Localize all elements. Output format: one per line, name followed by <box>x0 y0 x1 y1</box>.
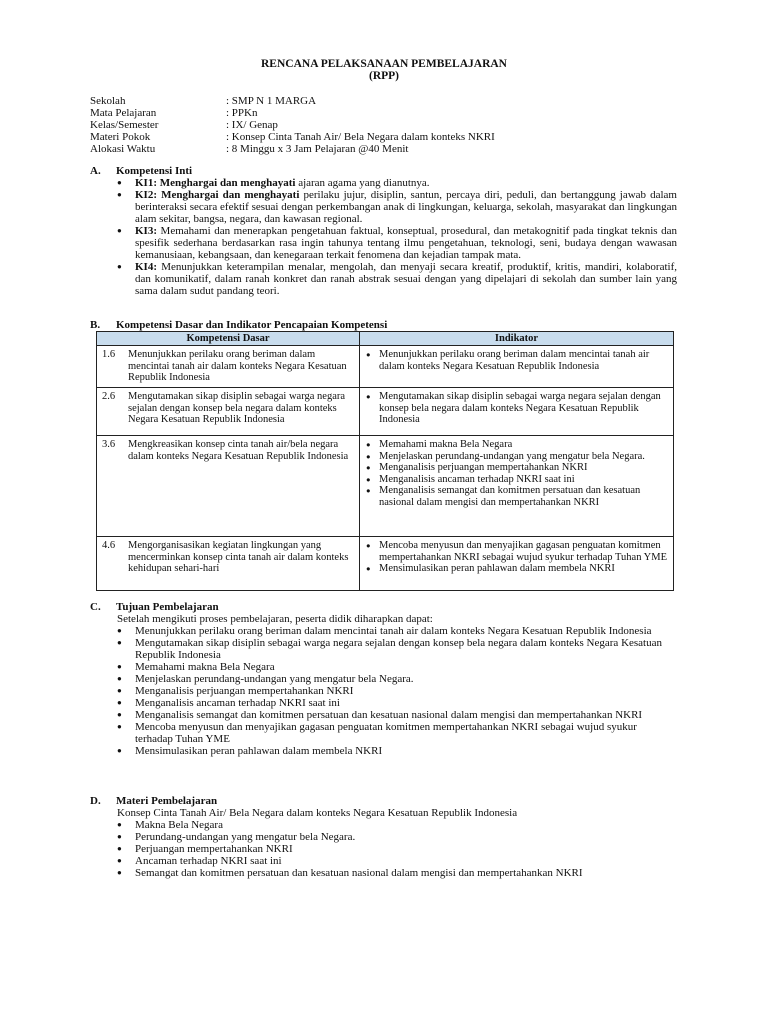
ki-label: KI4: <box>135 261 157 273</box>
section-c-heading <box>90 601 219 613</box>
identity-block <box>90 95 495 155</box>
list-item: ● Makna Bela Negara <box>117 819 672 831</box>
section-letter: A. <box>90 165 101 177</box>
kd-number: 2.6 <box>102 391 116 402</box>
section-letter: D. <box>90 795 101 807</box>
kd-cell <box>97 388 360 436</box>
list-item: ● Menunjukkan perilaku orang beriman dalam mencintai tanah air dalam konteks Negara Kesatuan Republik Indonesia <box>117 625 672 637</box>
list-item: ● Mencoba menyusun dan menyajikan gagasan penguatan komitmen mempertahankan NKRI sebagai wujud syukur terhadap Tuhan YME <box>117 721 672 745</box>
list-item: ● Semangat dan komitmen persatuan dan kesatuan nasional dalam mengisi dan mempertahankan NKRI <box>117 867 672 879</box>
identity-row <box>90 143 495 155</box>
table-row <box>97 537 674 591</box>
table-row <box>97 346 674 388</box>
identity-value: : PPKn <box>226 107 258 119</box>
identity-label: Alokasi Waktu <box>90 143 156 155</box>
section-letter: B. <box>90 319 101 331</box>
doc-title: RENCANA PELAKSANAAN PEMBELAJARAN <box>261 58 507 70</box>
kd-text: Mengorganisasikan kegiatan lingkungan yang mencerminkan konsep cinta tanah air dalam konteks kehidupan sehari-hari <box>128 540 349 574</box>
list-item: ● Menganalisis ancaman terhadap NKRI saat ini <box>117 697 672 709</box>
materi-list <box>117 819 672 879</box>
table-row <box>97 388 674 436</box>
section-a-heading <box>90 165 192 177</box>
ki-text: Memahami dan menerapkan pengetahuan faktual, konseptual, prosedural, dan metakognitif pada tingkat teknis dan spesifik sederhana berdasarkan rasa ingin tahunya tentang ilmu pengetahuan, teknologi, seni, budaya dengan wawasan kemanusiaan, kebangsaan, dan kenegaraan terkait fenomena dan kejadian tampak mata. <box>135 225 677 261</box>
kd-text: Mengutamakan sikap disiplin sebagai warga negara sejalan dengan konsep bela negara dalam konteks Negara Kesatuan Republik Indonesia <box>128 391 346 425</box>
ki-list <box>117 177 677 297</box>
ki-item <box>117 261 677 297</box>
doc-subtitle: (RPP) <box>368 70 399 82</box>
identity-label: Mata Pelajaran <box>90 107 157 119</box>
ki-item <box>117 177 677 189</box>
indikator-cell <box>360 388 674 436</box>
competency-table <box>96 331 674 591</box>
tujuan-intro: Setelah mengikuti proses pembelajaran, peserta didik diharapkan dapat: <box>117 613 433 625</box>
identity-row <box>90 95 495 107</box>
list-item: ● Mensimulasikan peran pahlawan dalam membela NKRI <box>117 745 672 757</box>
identity-row <box>90 131 495 143</box>
identity-value: : IX/ Genap <box>226 119 278 131</box>
materi-intro: Konsep Cinta Tanah Air/ Bela Negara dalam konteks Negara Kesatuan Republik Indonesia <box>117 807 518 819</box>
indikator-cell <box>360 436 674 537</box>
indikator-item: ● Mensimulasikan peran pahlawan dalam membela NKRI <box>365 563 669 575</box>
list-item: ● Perundang-undangan yang mengatur bela Negara. <box>117 831 672 843</box>
kd-text: Mengkreasikan konsep cinta tanah air/bela negara dalam konteks Negara Kesatuan Republik Indonesia <box>128 439 349 462</box>
ki-text: perilaku jujur, disiplin, santun, percaya diri, peduli, dan bertanggung jawab dalam berinteraksi secara efektif sesuai dengan perkembangan anak di lingkungan, keluarga, sekolah, masyarakat dan lingkungan alam sekitar, bangsa, negara, dan kawasan regional. <box>135 189 677 225</box>
kd-text: Menunjukkan perilaku orang beriman dalam mencintai tanah air dalam konteks Negara Kesatuan Republik Indonesia <box>128 349 347 383</box>
column-header-kd: Kompetensi Dasar <box>97 332 360 346</box>
identity-row <box>90 119 495 131</box>
list-item: ● Menganalisis perjuangan mempertahankan NKRI <box>117 685 672 697</box>
ki-text: ajaran agama yang dianutnya. <box>295 177 430 189</box>
column-header-indikator: Indikator <box>360 332 674 346</box>
identity-value: : 8 Minggu x 3 Jam Pelajaran @40 Menit <box>226 143 409 155</box>
ki-label: KI1: Menghargai dan menghayati <box>135 177 296 189</box>
indikator-item: ● Mencoba menyusun dan menyajikan gagasan penguatan komitmen mempertahankan NKRI sebagai wujud syukur terhadap Tuhan YME <box>365 540 669 563</box>
indikator-cell <box>360 346 674 388</box>
section-title: Tujuan Pembelajaran <box>116 601 219 613</box>
table-header-row <box>97 332 674 346</box>
identity-value: : Konsep Cinta Tanah Air/ Bela Negara dalam konteks NKRI <box>226 131 495 143</box>
list-item: ● Menganalisis semangat dan komitmen persatuan dan kesatuan nasional dalam mengisi dan mempertahankan NKRI <box>117 709 672 721</box>
kd-cell <box>97 436 360 537</box>
identity-label: Kelas/Semester <box>90 119 159 131</box>
identity-row <box>90 107 495 119</box>
section-b-heading <box>90 319 387 331</box>
indikator-item: ● Mengutamakan sikap disiplin sebagai warga negara sejalan dengan konsep bela negara dalam konteks Negara Kesatuan Republik Indonesia <box>365 391 669 426</box>
section-title: Materi Pembelajaran <box>116 795 218 807</box>
identity-label: Materi Pokok <box>90 131 151 143</box>
tujuan-list <box>117 625 672 757</box>
kd-number: 1.6 <box>102 349 116 360</box>
list-item: ● Menjelaskan perundang-undangan yang mengatur bela Negara. <box>117 673 672 685</box>
indikator-item: ● Menunjukkan perilaku orang beriman dalam mencintai tanah air dalam konteks Negara Kesatuan Republik Indonesia <box>365 349 669 372</box>
ki-item <box>117 225 677 261</box>
indikator-item: ● Menjelaskan perundang-undangan yang mengatur bela Negara. <box>365 451 669 463</box>
ki-label: KI2: Menghargai dan menghayati <box>135 189 300 201</box>
kd-number: 4.6 <box>102 540 116 551</box>
kd-cell <box>97 346 360 388</box>
list-item: ● Memahami makna Bela Negara <box>117 661 672 673</box>
list-item: ● Ancaman terhadap NKRI saat ini <box>117 855 672 867</box>
ki-item <box>117 189 677 225</box>
table-row <box>97 436 674 537</box>
section-d-heading <box>90 795 217 807</box>
identity-value: : SMP N 1 MARGA <box>226 95 317 107</box>
section-title: Kompetensi Dasar dan Indikator Pencapaian Kompetensi <box>116 319 388 331</box>
section-letter: C. <box>90 601 101 613</box>
indikator-cell <box>360 537 674 591</box>
ki-label: KI3: <box>135 225 157 237</box>
identity-label: Sekolah <box>90 95 126 107</box>
indikator-item: ● Memahami makna Bela Negara <box>365 439 669 451</box>
indikator-item: ● Menganalisis semangat dan komitmen persatuan dan kesatuan nasional dalam mengisi dan mempertahankan NKRI <box>365 485 669 508</box>
list-item: ● Mengutamakan sikap disiplin sebagai warga negara sejalan dengan konsep bela negara dalam konteks Negara Kesatuan Republik Indonesia <box>117 637 672 661</box>
indikator-item: ● Menganalisis ancaman terhadap NKRI saat ini <box>365 474 669 486</box>
section-title: Kompetensi Inti <box>116 165 193 177</box>
indikator-item: ● Menganalisis perjuangan mempertahankan NKRI <box>365 462 669 474</box>
list-item: ● Perjuangan mempertahankan NKRI <box>117 843 672 855</box>
kd-number: 3.6 <box>102 439 116 450</box>
ki-text: Menunjukkan keterampilan menalar, mengolah, dan menyaji secara kreatif, produktif, kritis, mandiri, kolaboratif, dan komunikatif, dalam ranah konkret dan ranah abstrak sesuai dengan yang dipelajari di sekolah dan sumber lain yang sama dalam sudut pandang teori. <box>135 261 677 297</box>
kd-cell <box>97 537 360 591</box>
